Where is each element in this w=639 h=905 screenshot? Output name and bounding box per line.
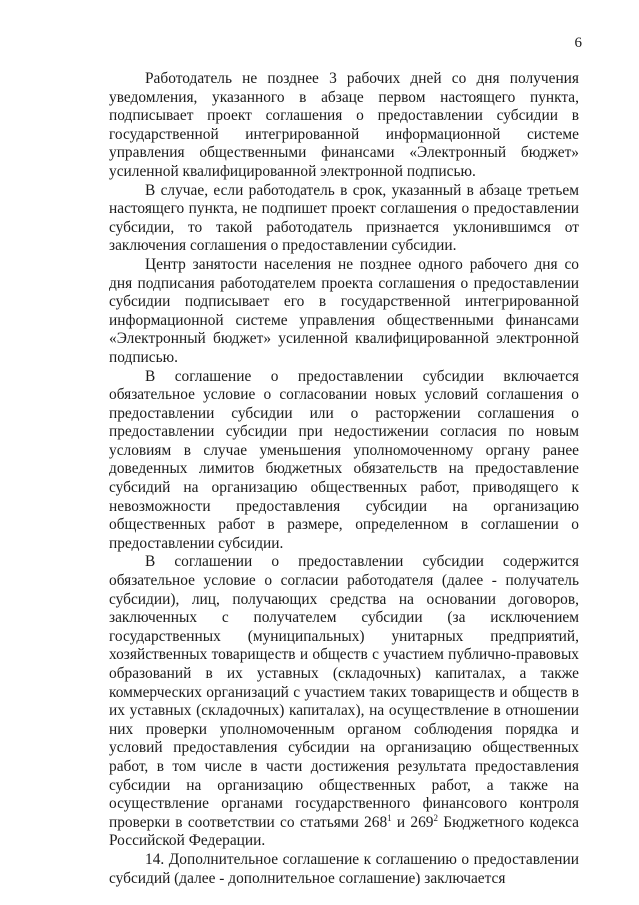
paragraph-text: Бюджетного кодекса Российской Федерации. [109,813,579,850]
paragraph: В соглашение о предоставлении субсидии включается обязательное условие о согласовании новых условий соглашения о предоставлении субсидии или о расторжении соглашения о предоставлении субсидии при недостижении согласия по новым условиям в случае уменьшения уполномоченному органу ранее доведенных лимитов бюджетных обязательств на предоставление субсидий на организацию общественных работ, приводящего к невозможности предоставления субсидии на организацию общественных работ в размере, определенном в соглашении о предоставлении субсидии. [109,367,579,552]
article-superscript: 1 [387,812,392,823]
paragraph-audit-consent [109,553,579,851]
paragraph: 14. Дополнительное соглашение к соглашению о предоставлении субсидий (далее - дополнительное соглашение) заключается [109,850,579,887]
paragraph: В случае, если работодатель в срок, указанный в абзаце третьем настоящего пункта, не подпишет проект соглашения о предоставлении субсидии, то такой работодатель признается уклонившимся от заключения соглашения о предоставлении субсидии. [109,181,579,255]
page-number: 6 [574,35,582,51]
paragraph: Центр занятости населения не позднее одного рабочего дня со дня подписания работодателем проекта соглашения о предоставлении субсидии подписывает его в государственной интегрированной информационной системе управления общественными финансами «Электронный бюджет» усиленной квалифицированной электронной подписью. [109,255,579,366]
document-body [109,70,579,888]
paragraph-text: В соглашении о предоставлении субсидии содержится обязательное условие о согласии работодателя (далее - получатель субсидии), лиц, получающих средства на основании договоров, заключенных с получателем субсидии (за исключением государственных (муниципальных) унитарных предприятий, хозяйственных товариществ и обществ с участием публично-правовых образований в их уставных (складочных) капиталах, а также коммерческих организаций с участием таких товариществ и обществ в их уставных (складочных) капиталах), на осуществление в отношении них проверки уполномоченным органом соблюдения порядка и условий предоставления субсидии на организацию общественных работ, в том числе в части достижения результата предоставления субсидии на организацию общественных работ, а также на осуществление органами государственного финансового контроля проверки в соответствии со статьями 268 [109,553,579,831]
paragraph: Работодатель не позднее 3 рабочих дней со дня получения уведомления, указанного в абзаце первом настоящего пункта, подписывает проект соглашения о предоставлении субсидии в государственной интегрированной информационной системе управления общественными финансами «Электронный бюджет» усиленной квалифицированной электронной подписью. [109,70,579,180]
article-superscript: 2 [433,812,438,823]
paragraph-text: и 269 [391,813,434,831]
